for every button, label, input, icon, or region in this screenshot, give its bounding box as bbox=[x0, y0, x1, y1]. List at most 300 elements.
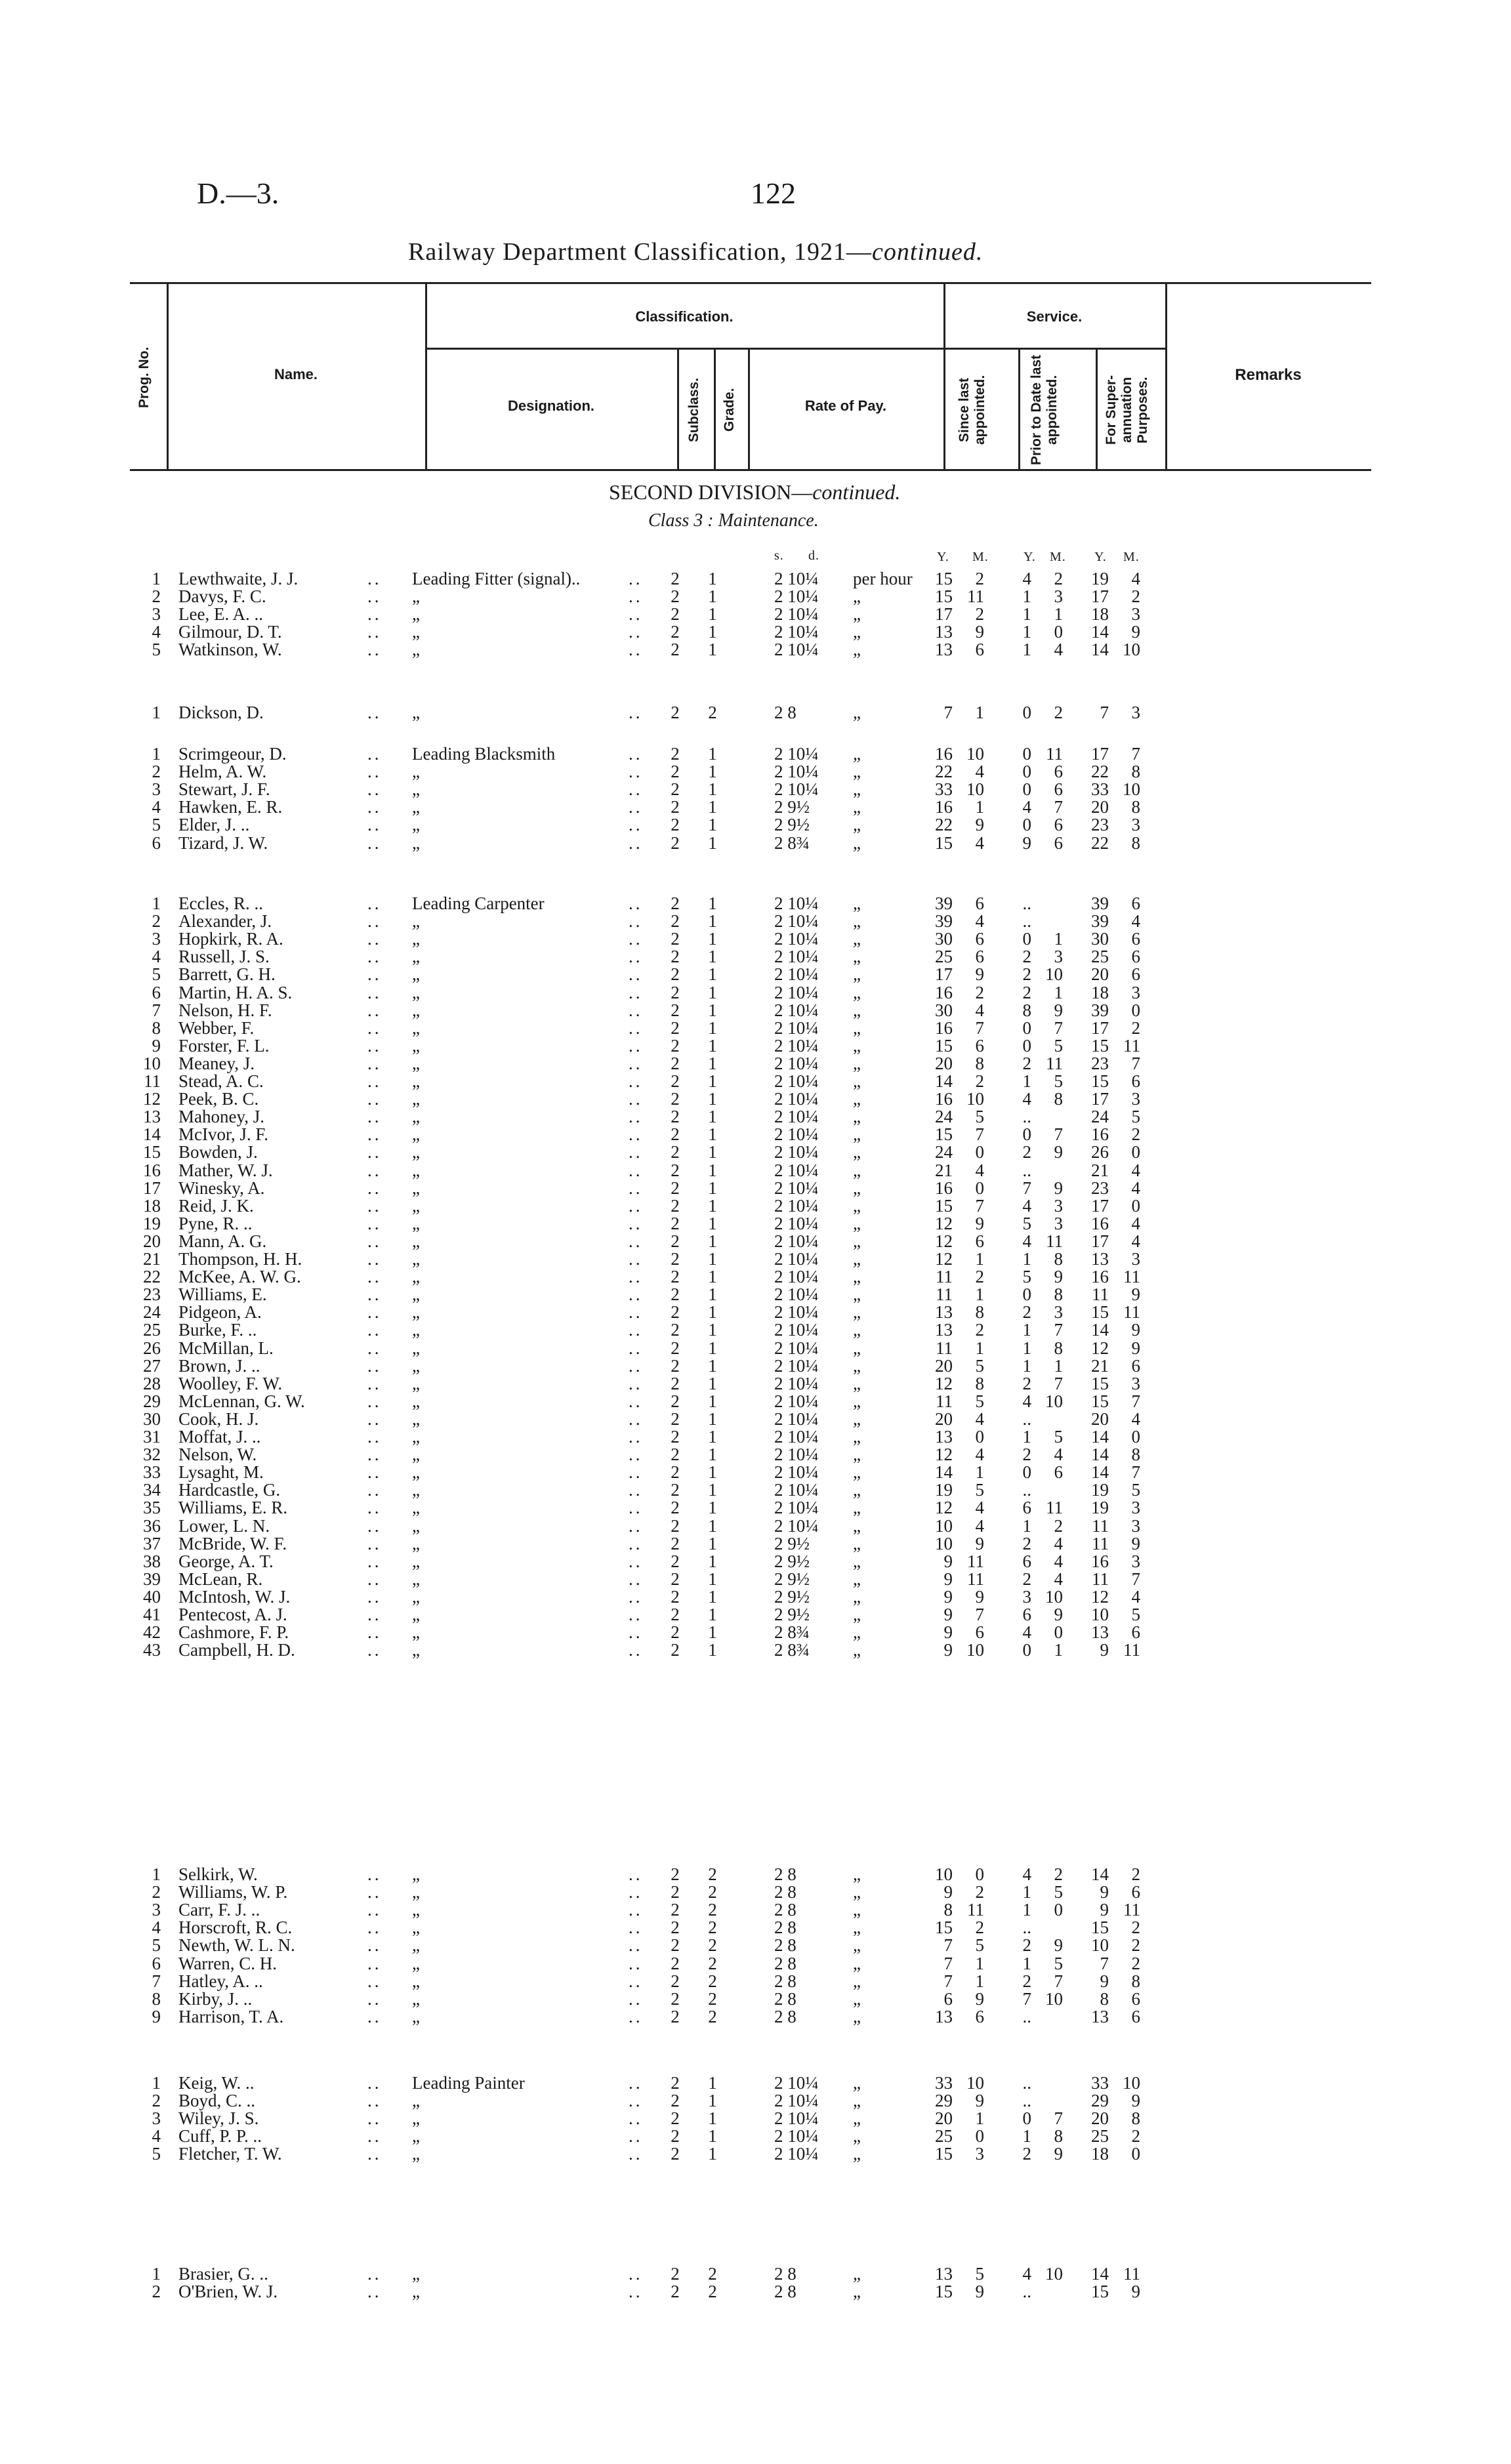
super-months: 2 bbox=[1131, 1935, 1140, 1956]
table-row bbox=[0, 569, 1511, 588]
since-last-months: 6 bbox=[975, 1231, 984, 1251]
since-last-months: 0 bbox=[975, 2126, 984, 2146]
rate-of-pay: 2 8 bbox=[774, 2282, 797, 2302]
prior-years: 0 bbox=[1022, 1124, 1031, 1145]
prog-number: 3 bbox=[152, 779, 161, 800]
designation: Leading Fitter (signal).. bbox=[412, 569, 581, 588]
rate-of-pay: 2 10¼ bbox=[774, 1142, 819, 1162]
since-last-months: 5 bbox=[975, 1480, 984, 1500]
since-last-years: 16 bbox=[935, 744, 953, 764]
prior-years: .. bbox=[1022, 911, 1031, 932]
pay-period: „ bbox=[853, 2073, 861, 2093]
super-months: 0 bbox=[1131, 1000, 1140, 1020]
prior-years: 0 bbox=[1022, 779, 1031, 800]
since-last-years: 15 bbox=[935, 2282, 953, 2302]
grade: 2 bbox=[708, 1935, 717, 1956]
super-years: 11 bbox=[1092, 1284, 1109, 1305]
grade: 2 bbox=[708, 1988, 717, 2009]
leader-dots: .. bbox=[629, 1408, 643, 1429]
super-years: 19 bbox=[1091, 569, 1109, 588]
subclass: 2 bbox=[671, 1195, 680, 1216]
leader-dots: .. bbox=[629, 1391, 643, 1411]
super-years: 15 bbox=[1091, 1035, 1109, 1056]
table-row bbox=[0, 1570, 1511, 1588]
employee-name: Selkirk, W. bbox=[178, 1864, 258, 1884]
employee-name: McLean, R. bbox=[178, 1569, 263, 1589]
employee-name: Russell, J. S. bbox=[178, 947, 270, 967]
prior-months: 1 bbox=[1054, 929, 1063, 949]
table-row bbox=[0, 1107, 1511, 1126]
designation: „ bbox=[412, 586, 420, 607]
employee-name: Brasier, G. .. bbox=[178, 2264, 268, 2284]
leader-dots: .. bbox=[629, 569, 643, 588]
prior-months: 11 bbox=[1046, 1498, 1063, 1518]
leader-dots: .. bbox=[367, 1427, 382, 1447]
subclass: 2 bbox=[671, 1124, 680, 1145]
leader-dots: .. bbox=[629, 1017, 643, 1038]
since-last-years: 7 bbox=[943, 1971, 953, 1991]
prior-years: 9 bbox=[1022, 832, 1031, 853]
rate-of-pay: 2 8 bbox=[774, 1935, 797, 1956]
since-last-months: 0 bbox=[975, 1142, 984, 1162]
leader-dots: .. bbox=[629, 640, 643, 660]
since-last-years: 13 bbox=[935, 640, 953, 660]
super-years: 33 bbox=[1091, 2073, 1109, 2093]
table-row bbox=[0, 1605, 1511, 1624]
prior-years: 2 bbox=[1022, 1445, 1031, 1465]
rate-of-pay: 2 10¼ bbox=[774, 1445, 819, 1465]
since-last-years: 12 bbox=[935, 1445, 953, 1465]
super-months: 8 bbox=[1131, 762, 1140, 782]
table-row bbox=[0, 1883, 1511, 1901]
super-months: 5 bbox=[1131, 1480, 1140, 1500]
since-last-years: 11 bbox=[936, 1284, 953, 1305]
rate-of-pay: 2 10¼ bbox=[774, 1408, 819, 1429]
since-last-months: 10 bbox=[966, 1089, 984, 1109]
prior-months: 6 bbox=[1054, 832, 1063, 853]
designation: „ bbox=[412, 1971, 420, 1991]
table-row bbox=[0, 834, 1511, 852]
prior-months: 6 bbox=[1054, 779, 1063, 800]
prior-years: .. bbox=[1022, 1160, 1031, 1180]
super-months: 9 bbox=[1131, 622, 1140, 642]
prior-months: 3 bbox=[1054, 1195, 1063, 1216]
employee-name: Cook, H. J. bbox=[178, 1408, 259, 1429]
subclass: 2 bbox=[671, 762, 680, 782]
header-mid-rule bbox=[425, 348, 1165, 350]
super-months: 0 bbox=[1131, 2144, 1140, 2164]
prior-years: 6 bbox=[1022, 1498, 1031, 1518]
leader-dots: .. bbox=[367, 832, 382, 853]
super-years: 14 bbox=[1091, 1320, 1109, 1340]
designation: „ bbox=[412, 640, 420, 660]
leader-dots: .. bbox=[367, 1445, 382, 1465]
header-prior-to: Prior to Date last appointed. bbox=[1029, 354, 1060, 466]
since-last-months: 2 bbox=[975, 1267, 984, 1287]
leader-dots: .. bbox=[629, 1160, 643, 1180]
since-last-years: 16 bbox=[935, 797, 953, 817]
super-months: 3 bbox=[1131, 1089, 1140, 1109]
prior-years: 4 bbox=[1022, 1391, 1031, 1411]
super-months: 7 bbox=[1131, 1462, 1140, 1483]
super-months: 11 bbox=[1123, 1267, 1140, 1287]
super-months: 2 bbox=[1131, 1918, 1140, 1938]
header-name: Name. bbox=[274, 366, 318, 382]
prior-months: 1 bbox=[1054, 604, 1063, 625]
subclass: 2 bbox=[671, 1515, 680, 1536]
rate-of-pay: 2 10¼ bbox=[774, 1178, 819, 1198]
leader-dots: .. bbox=[367, 1408, 382, 1429]
grade: 1 bbox=[708, 982, 717, 1002]
leader-dots: .. bbox=[629, 1462, 643, 1483]
since-last-months: 4 bbox=[975, 1160, 984, 1180]
prog-number: 9 bbox=[152, 2006, 161, 2026]
page-number: 122 bbox=[751, 176, 796, 210]
employee-name: Nelson, W. bbox=[178, 1445, 257, 1465]
grade: 1 bbox=[708, 1071, 717, 1091]
employee-name: McBride, W. F. bbox=[178, 1533, 287, 1553]
grade: 1 bbox=[708, 1640, 717, 1660]
table-row bbox=[0, 1392, 1511, 1410]
prior-years: 1 bbox=[1022, 1249, 1031, 1269]
table-row bbox=[0, 1498, 1511, 1517]
table-row bbox=[0, 1072, 1511, 1090]
leader-dots: .. bbox=[629, 1267, 643, 1287]
prior-months: 7 bbox=[1054, 1124, 1063, 1145]
employee-name: McMillan, L. bbox=[178, 1338, 274, 1358]
super-months: 9 bbox=[1131, 1320, 1140, 1340]
leader-dots: .. bbox=[629, 1515, 643, 1536]
since-last-years: 25 bbox=[935, 947, 953, 967]
prog-number: 22 bbox=[143, 1267, 161, 1287]
rate-of-pay: 2 10¼ bbox=[774, 1302, 819, 1323]
rate-of-pay: 2 10¼ bbox=[774, 1231, 819, 1251]
super-years: 9 bbox=[1100, 1971, 1109, 1991]
since-last-years: 7 bbox=[943, 1953, 953, 1973]
table-row bbox=[0, 1374, 1511, 1393]
since-last-years: 16 bbox=[935, 1017, 953, 1038]
since-last-months: 2 bbox=[975, 604, 984, 625]
designation: „ bbox=[412, 604, 420, 625]
grade: 1 bbox=[708, 1622, 717, 1643]
leader-dots: .. bbox=[367, 1320, 382, 1340]
prior-years: 0 bbox=[1022, 1035, 1031, 1056]
super-months: 4 bbox=[1131, 569, 1140, 588]
designation: „ bbox=[412, 2144, 420, 2164]
since-last-months: 4 bbox=[975, 1000, 984, 1020]
since-last-years: 9 bbox=[943, 1569, 953, 1589]
prog-number: 3 bbox=[152, 929, 161, 949]
since-last-months: 2 bbox=[975, 569, 984, 588]
leader-dots: .. bbox=[367, 1569, 382, 1589]
leader-dots: .. bbox=[629, 1640, 643, 1660]
leader-dots: .. bbox=[367, 1533, 382, 1553]
prior-months: 2 bbox=[1054, 703, 1063, 722]
subclass: 2 bbox=[671, 2073, 680, 2093]
since-last-years: 20 bbox=[935, 2108, 953, 2129]
since-last-months: 9 bbox=[975, 815, 984, 835]
rate-of-pay: 2 9½ bbox=[774, 1533, 810, 1553]
since-last-months: 10 bbox=[966, 1640, 984, 1660]
pay-period: „ bbox=[853, 1640, 861, 1660]
designation: „ bbox=[412, 911, 420, 932]
super-years: 16 bbox=[1091, 1124, 1109, 1145]
super-years: 33 bbox=[1091, 779, 1109, 800]
prog-number: 32 bbox=[143, 1445, 161, 1465]
rate-of-pay: 2 10¼ bbox=[774, 1462, 819, 1483]
employee-name: Warren, C. H. bbox=[178, 1953, 278, 1973]
subclass: 2 bbox=[671, 1035, 680, 1056]
table-row bbox=[0, 983, 1511, 1002]
since-last-years: 21 bbox=[935, 1160, 953, 1180]
table-row bbox=[0, 1972, 1511, 1990]
pay-period: „ bbox=[853, 1427, 861, 1447]
subclass: 2 bbox=[671, 1231, 680, 1251]
rate-of-pay: 2 10¼ bbox=[774, 2108, 819, 2129]
rate-of-pay: 2 8 bbox=[774, 703, 797, 722]
leader-dots: .. bbox=[367, 1622, 382, 1643]
leader-dots: .. bbox=[367, 622, 382, 642]
prior-months: 3 bbox=[1054, 1302, 1063, 1323]
pay-period: „ bbox=[853, 1160, 861, 1180]
rate-of-pay: 2 10¼ bbox=[774, 622, 819, 642]
prog-number: 1 bbox=[152, 744, 161, 764]
prior-months: 7 bbox=[1054, 1320, 1063, 1340]
pay-period: „ bbox=[853, 1586, 861, 1607]
leader-dots: .. bbox=[367, 1035, 382, 1056]
since-last-years: 24 bbox=[935, 1142, 953, 1162]
grade: 1 bbox=[708, 1533, 717, 1553]
table-row bbox=[0, 587, 1511, 606]
leader-dots: .. bbox=[367, 1053, 382, 1073]
header-divider bbox=[677, 348, 679, 471]
super-years: 11 bbox=[1092, 1569, 1109, 1589]
pay-period: „ bbox=[853, 2144, 861, 2164]
rate-of-pay: 2 10¼ bbox=[774, 964, 819, 985]
pay-period: „ bbox=[853, 2282, 861, 2302]
designation: „ bbox=[412, 1160, 420, 1180]
leader-dots: .. bbox=[367, 1640, 382, 1660]
table-row bbox=[0, 1427, 1511, 1446]
prog-number: 43 bbox=[143, 1640, 161, 1660]
since-last-years: 13 bbox=[935, 2006, 953, 2026]
prog-number: 2 bbox=[152, 911, 161, 932]
rate-of-pay: 2 10¼ bbox=[774, 1338, 819, 1358]
designation: „ bbox=[412, 1089, 420, 1109]
table-row bbox=[0, 1445, 1511, 1464]
since-last-months: 10 bbox=[966, 744, 984, 764]
subclass: 2 bbox=[671, 1551, 680, 1571]
unit-years: Y. bbox=[937, 550, 949, 564]
since-last-years: 15 bbox=[935, 1124, 953, 1145]
grade: 1 bbox=[708, 1160, 717, 1180]
since-last-months: 2 bbox=[975, 1320, 984, 1340]
designation: „ bbox=[412, 1000, 420, 1020]
leader-dots: .. bbox=[367, 1988, 382, 2009]
super-months: 3 bbox=[1131, 1498, 1140, 1518]
super-years: 22 bbox=[1091, 762, 1109, 782]
since-last-months: 0 bbox=[975, 1864, 984, 1884]
pay-period: „ bbox=[853, 1373, 861, 1393]
designation: „ bbox=[412, 1640, 420, 1660]
leader-dots: .. bbox=[367, 1142, 382, 1162]
leader-dots: .. bbox=[629, 1107, 643, 1127]
since-last-years: 7 bbox=[943, 703, 953, 722]
header-superannuation: For Super-annuation Purposes. bbox=[1104, 375, 1150, 445]
leader-dots: .. bbox=[629, 1953, 643, 1973]
rate-of-pay: 2 10¼ bbox=[774, 1195, 819, 1216]
pay-period: „ bbox=[853, 2091, 861, 2111]
super-years: 20 bbox=[1091, 797, 1109, 817]
employee-name: Pidgeon, A. bbox=[178, 1302, 262, 1323]
leader-dots: .. bbox=[629, 1142, 643, 1162]
employee-name: Helm, A. W. bbox=[178, 762, 267, 782]
unit-months: M. bbox=[1123, 550, 1140, 564]
table-row bbox=[0, 1410, 1511, 1428]
leader-dots: .. bbox=[629, 2073, 643, 2093]
super-years: 12 bbox=[1091, 1586, 1109, 1607]
designation: „ bbox=[412, 1864, 420, 1884]
leader-dots: .. bbox=[629, 911, 643, 932]
since-last-years: 13 bbox=[935, 1320, 953, 1340]
table-row bbox=[0, 2282, 1511, 2301]
prior-months: 9 bbox=[1054, 1935, 1063, 1956]
since-last-years: 16 bbox=[935, 982, 953, 1002]
table-row bbox=[0, 1339, 1511, 1357]
super-months: 3 bbox=[1131, 703, 1140, 722]
super-years: 25 bbox=[1091, 947, 1109, 967]
super-years: 12 bbox=[1091, 1338, 1109, 1358]
grade: 1 bbox=[708, 1515, 717, 1536]
leader-dots: .. bbox=[629, 1373, 643, 1393]
super-years: 15 bbox=[1091, 1918, 1109, 1938]
subclass: 2 bbox=[671, 1988, 680, 2009]
prog-number: 16 bbox=[143, 1160, 161, 1180]
prior-years: .. bbox=[1022, 2073, 1031, 2093]
since-last-months: 7 bbox=[975, 1195, 984, 1216]
grade: 1 bbox=[708, 815, 717, 835]
super-months: 7 bbox=[1131, 1053, 1140, 1073]
grade: 1 bbox=[708, 2144, 717, 2164]
leader-dots: .. bbox=[367, 797, 382, 817]
prog-number: 14 bbox=[143, 1124, 161, 1145]
leader-dots: .. bbox=[367, 2264, 382, 2284]
grade: 1 bbox=[708, 640, 717, 660]
subclass: 2 bbox=[671, 1107, 680, 1127]
since-last-years: 9 bbox=[943, 1640, 953, 1660]
rate-of-pay: 2 10¼ bbox=[774, 982, 819, 1002]
employee-name: O'Brien, W. J. bbox=[178, 2282, 278, 2302]
pay-period: „ bbox=[853, 1267, 861, 1287]
table-row bbox=[0, 1125, 1511, 1143]
pay-period: „ bbox=[853, 1918, 861, 1938]
table-row bbox=[0, 894, 1511, 913]
grade: 1 bbox=[708, 762, 717, 782]
employee-name: Bowden, J. bbox=[178, 1142, 258, 1162]
employee-name: Nelson, H. F. bbox=[178, 1000, 272, 1020]
prior-months: 2 bbox=[1054, 1515, 1063, 1536]
subclass: 2 bbox=[671, 1053, 680, 1073]
prior-months: 8 bbox=[1054, 2126, 1063, 2146]
designation: „ bbox=[412, 1213, 420, 1233]
leader-dots: .. bbox=[367, 640, 382, 660]
table-row bbox=[0, 1481, 1511, 1499]
grade: 1 bbox=[708, 1089, 717, 1109]
subclass: 2 bbox=[671, 569, 680, 588]
pay-period: „ bbox=[853, 2264, 861, 2284]
grade: 2 bbox=[708, 1864, 717, 1884]
rate-of-pay: 2 10¼ bbox=[774, 744, 819, 764]
grade: 1 bbox=[708, 569, 717, 588]
employee-name: Lewthwaite, J. J. bbox=[178, 569, 299, 588]
subclass: 2 bbox=[671, 1445, 680, 1465]
grade: 1 bbox=[708, 1605, 717, 1624]
super-months: 9 bbox=[1131, 1533, 1140, 1553]
header-divider bbox=[1018, 348, 1020, 471]
leader-dots: .. bbox=[629, 779, 643, 800]
grade: 1 bbox=[708, 797, 717, 817]
grade: 1 bbox=[708, 2091, 717, 2111]
pay-period: „ bbox=[853, 1569, 861, 1589]
subclass: 2 bbox=[671, 1498, 680, 1518]
rate-of-pay: 2 8 bbox=[774, 1971, 797, 1991]
subclass: 2 bbox=[671, 911, 680, 932]
since-last-months: 4 bbox=[975, 832, 984, 853]
since-last-years: 15 bbox=[935, 569, 953, 588]
grade: 2 bbox=[708, 2264, 717, 2284]
pay-period: „ bbox=[853, 1408, 861, 1429]
designation: „ bbox=[412, 1142, 420, 1162]
rate-of-pay: 2 10¼ bbox=[774, 1320, 819, 1340]
leader-dots: .. bbox=[629, 1089, 643, 1109]
since-last-years: 9 bbox=[943, 1586, 953, 1607]
table-row bbox=[0, 1641, 1511, 1659]
prog-number: 33 bbox=[143, 1462, 161, 1483]
pay-period: „ bbox=[853, 832, 861, 853]
employee-name: Boyd, C. .. bbox=[178, 2091, 256, 2111]
since-last-years: 25 bbox=[935, 2126, 953, 2146]
leader-dots: .. bbox=[629, 1971, 643, 1991]
designation: „ bbox=[412, 1935, 420, 1956]
super-months: 3 bbox=[1131, 1551, 1140, 1571]
header-remarks: Remarks bbox=[1235, 366, 1302, 384]
table-row bbox=[0, 1517, 1511, 1535]
leader-dots: .. bbox=[367, 744, 382, 764]
pay-period: „ bbox=[853, 1178, 861, 1198]
subclass: 2 bbox=[671, 1900, 680, 1920]
subclass: 2 bbox=[671, 1918, 680, 1938]
subclass: 2 bbox=[671, 947, 680, 967]
rate-of-pay: 2 10¼ bbox=[774, 1480, 819, 1500]
pay-period: „ bbox=[853, 1302, 861, 1323]
since-last-months: 4 bbox=[975, 911, 984, 932]
subclass: 2 bbox=[671, 2091, 680, 2111]
pay-period: „ bbox=[853, 1338, 861, 1358]
pay-period: „ bbox=[853, 1107, 861, 1127]
prior-months: 10 bbox=[1045, 1586, 1063, 1607]
since-last-years: 6 bbox=[943, 1988, 953, 2009]
prior-months: 11 bbox=[1046, 1231, 1063, 1251]
subclass: 2 bbox=[671, 1640, 680, 1660]
leader-dots: .. bbox=[629, 1605, 643, 1624]
table-row bbox=[0, 1954, 1511, 1973]
header-subclass: Subclass. bbox=[686, 377, 701, 443]
unit-years: Y. bbox=[1094, 550, 1107, 564]
employee-name: Forster, F. L. bbox=[178, 1035, 270, 1056]
prior-years: 4 bbox=[1022, 1231, 1031, 1251]
designation: „ bbox=[412, 1320, 420, 1340]
prior-months: 9 bbox=[1054, 1142, 1063, 1162]
